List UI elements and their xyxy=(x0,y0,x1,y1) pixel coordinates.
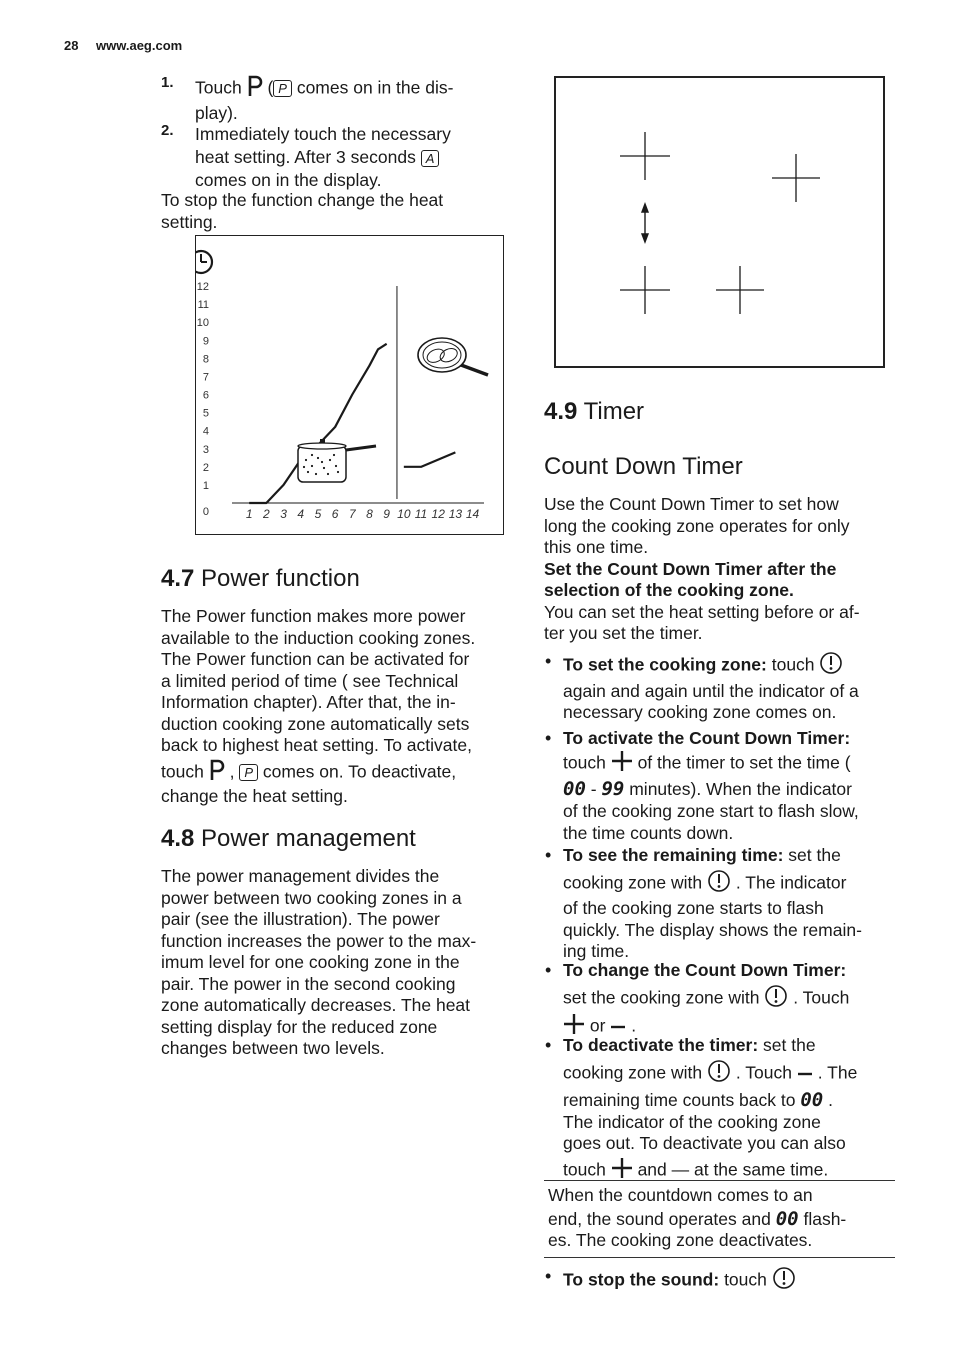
zone-select-icon xyxy=(772,1266,796,1296)
x-tick-label: 3 xyxy=(280,507,287,521)
x-tick-label: 2 xyxy=(263,507,270,521)
power-management-figure xyxy=(554,76,885,368)
x-tick-label: 7 xyxy=(348,507,356,521)
countdown-intro: Use the Count Down Timer to set how long the cooking zone operates for only this one time. Set the Count Down Timer after the selection of the cooking zone. You can set the heat setting before or af- ter you set the timer. xyxy=(544,494,860,643)
bullet-remaining-time: • To see the remaining time: set the cooking zone with . The indicator of the cooking zone starts to flash quickly. The display shows the remain- ing time. xyxy=(545,845,862,961)
power-p-icon xyxy=(247,75,263,103)
heat-chart-frame xyxy=(195,235,504,535)
count-down-title: Count Down Timer xyxy=(544,453,743,480)
timer-icon xyxy=(196,251,212,273)
y-tick-label: 5 xyxy=(202,407,209,420)
section-4-7-body: The Power function makes more power available to the induction cooking zones. The Power function can be activated for a limited period of time ( see Technical Information chapter). After that, the in- duction cooking zone automatically sets back to highest heat setting. To activate, touch , P comes on. To deactivate, change the heat setting. xyxy=(161,606,476,806)
zone-front-left-cross xyxy=(620,132,670,180)
series-line-hold xyxy=(404,452,456,466)
x-tick-label: 5 xyxy=(314,507,322,521)
x-tick-label: 14 xyxy=(465,507,480,521)
note-bottom-rule xyxy=(544,1257,895,1258)
section-4-9-heading: 4.9 Timer xyxy=(544,398,645,425)
bullet-stop-sound: • To stop the sound: touch xyxy=(563,1266,903,1296)
display-00-icon: 00 xyxy=(563,778,586,800)
stop-note: To stop the function change the heat setting. xyxy=(161,190,444,232)
y-tick-label: 6 xyxy=(202,389,209,402)
y-tick-label: 2 xyxy=(202,461,209,474)
bullet-set-cooking-zone: • To set the cooking zone: touch again and again until the indicator of a necessary cooking zone comes on. xyxy=(545,651,859,722)
display-00-icon: 00 xyxy=(800,1089,824,1111)
y-tick-label: 12 xyxy=(196,281,209,293)
cooking-zone-markers xyxy=(620,132,820,314)
x-tick-label: 13 xyxy=(448,507,463,521)
page-number: 28 xyxy=(64,38,79,53)
bullet-activate-timer: • To activate the Count Down Timer: touch of the timer to set the time ( 00 - 99 minutes). When the indicator of the cooking zone start to flash slow, the time counts down. xyxy=(545,728,859,843)
zone-select-icon xyxy=(764,984,788,1014)
display-p-icon: P xyxy=(273,80,292,97)
x-tick-label: 9 xyxy=(383,507,390,521)
zone-select-icon xyxy=(707,869,731,899)
minus-icon xyxy=(797,1063,813,1085)
header-url[interactable]: www.aeg.com xyxy=(96,38,183,53)
x-tick-label: 1 xyxy=(245,507,253,521)
section-4-8-body: The power management divides the power between two cooking zones in a pair (see the illustration). The power function increases the power to the max- imum level for one cooking zone in the pair. The power in the second cooking zone automatically decreases. The heat setting display for the reduced zone changes between two levels. xyxy=(161,866,477,1058)
x-tick-label: 10 xyxy=(397,507,411,521)
step-2-text: Immediately touch the necessary heat setting. After 3 seconds A comes on in the display. xyxy=(195,124,451,190)
step-2-number: 2. xyxy=(161,122,174,139)
y-tick-label: 4 xyxy=(202,425,209,438)
section-4-7-heading: 4.7 Power function xyxy=(161,565,360,592)
bullet-deactivate-timer: • To deactivate the timer: set the cooking zone with . Touch . The remaining time counts back to 00 . The indicator of the cooking zone goes out. To deactivate you can also touch and — at the same time. xyxy=(563,1035,903,1184)
plus-icon xyxy=(611,750,633,778)
zone-select-icon xyxy=(819,651,843,681)
display-00-icon: 00 xyxy=(775,1207,799,1230)
note-top-rule xyxy=(544,1180,895,1181)
step-1-text: Touch ( P comes on in the dis- play). xyxy=(195,75,515,124)
y-tick-label: 1 xyxy=(202,479,209,492)
zone-select-icon xyxy=(707,1059,731,1089)
y-tick-label: 3 xyxy=(202,443,209,456)
pot-icon xyxy=(298,439,376,482)
section-4-8-heading: 4.8 Power management xyxy=(161,825,416,852)
y-tick-label: 0 xyxy=(202,506,209,518)
display-a-icon: A xyxy=(421,150,440,167)
x-tick-label: 11 xyxy=(414,507,428,521)
y-tick-label: 10 xyxy=(196,317,209,330)
heat-chart xyxy=(196,236,505,536)
pair-arrow-icon xyxy=(642,204,648,242)
display-p-icon: P xyxy=(239,764,258,781)
zone-rear-right-cross xyxy=(716,266,764,314)
y-tick-label: 11 xyxy=(197,299,209,312)
zone-rear-left-cross xyxy=(620,266,670,314)
y-tick-label: 9 xyxy=(202,335,209,348)
y-tick-label: 7 xyxy=(202,371,209,384)
x-tick-label: 6 xyxy=(331,507,339,521)
frying-pan-icon xyxy=(418,338,488,375)
countdown-end-note: When the countdown comes to an end, the sound operates and 00 flash- es. The cooking zone deactivates. xyxy=(548,1185,847,1250)
power-p-icon xyxy=(209,759,225,787)
display-99-icon: 99 xyxy=(601,778,625,800)
bullet-change-timer: • To change the Count Down Timer: set the cooking zone with . Touch or . xyxy=(563,960,903,1041)
x-tick-label: 12 xyxy=(431,507,445,521)
step-1-number: 1. xyxy=(161,74,174,91)
y-tick-label: 8 xyxy=(202,353,209,366)
zone-front-right-cross xyxy=(772,154,820,202)
x-tick-label: 8 xyxy=(366,507,373,521)
x-tick-label: 4 xyxy=(297,507,305,521)
